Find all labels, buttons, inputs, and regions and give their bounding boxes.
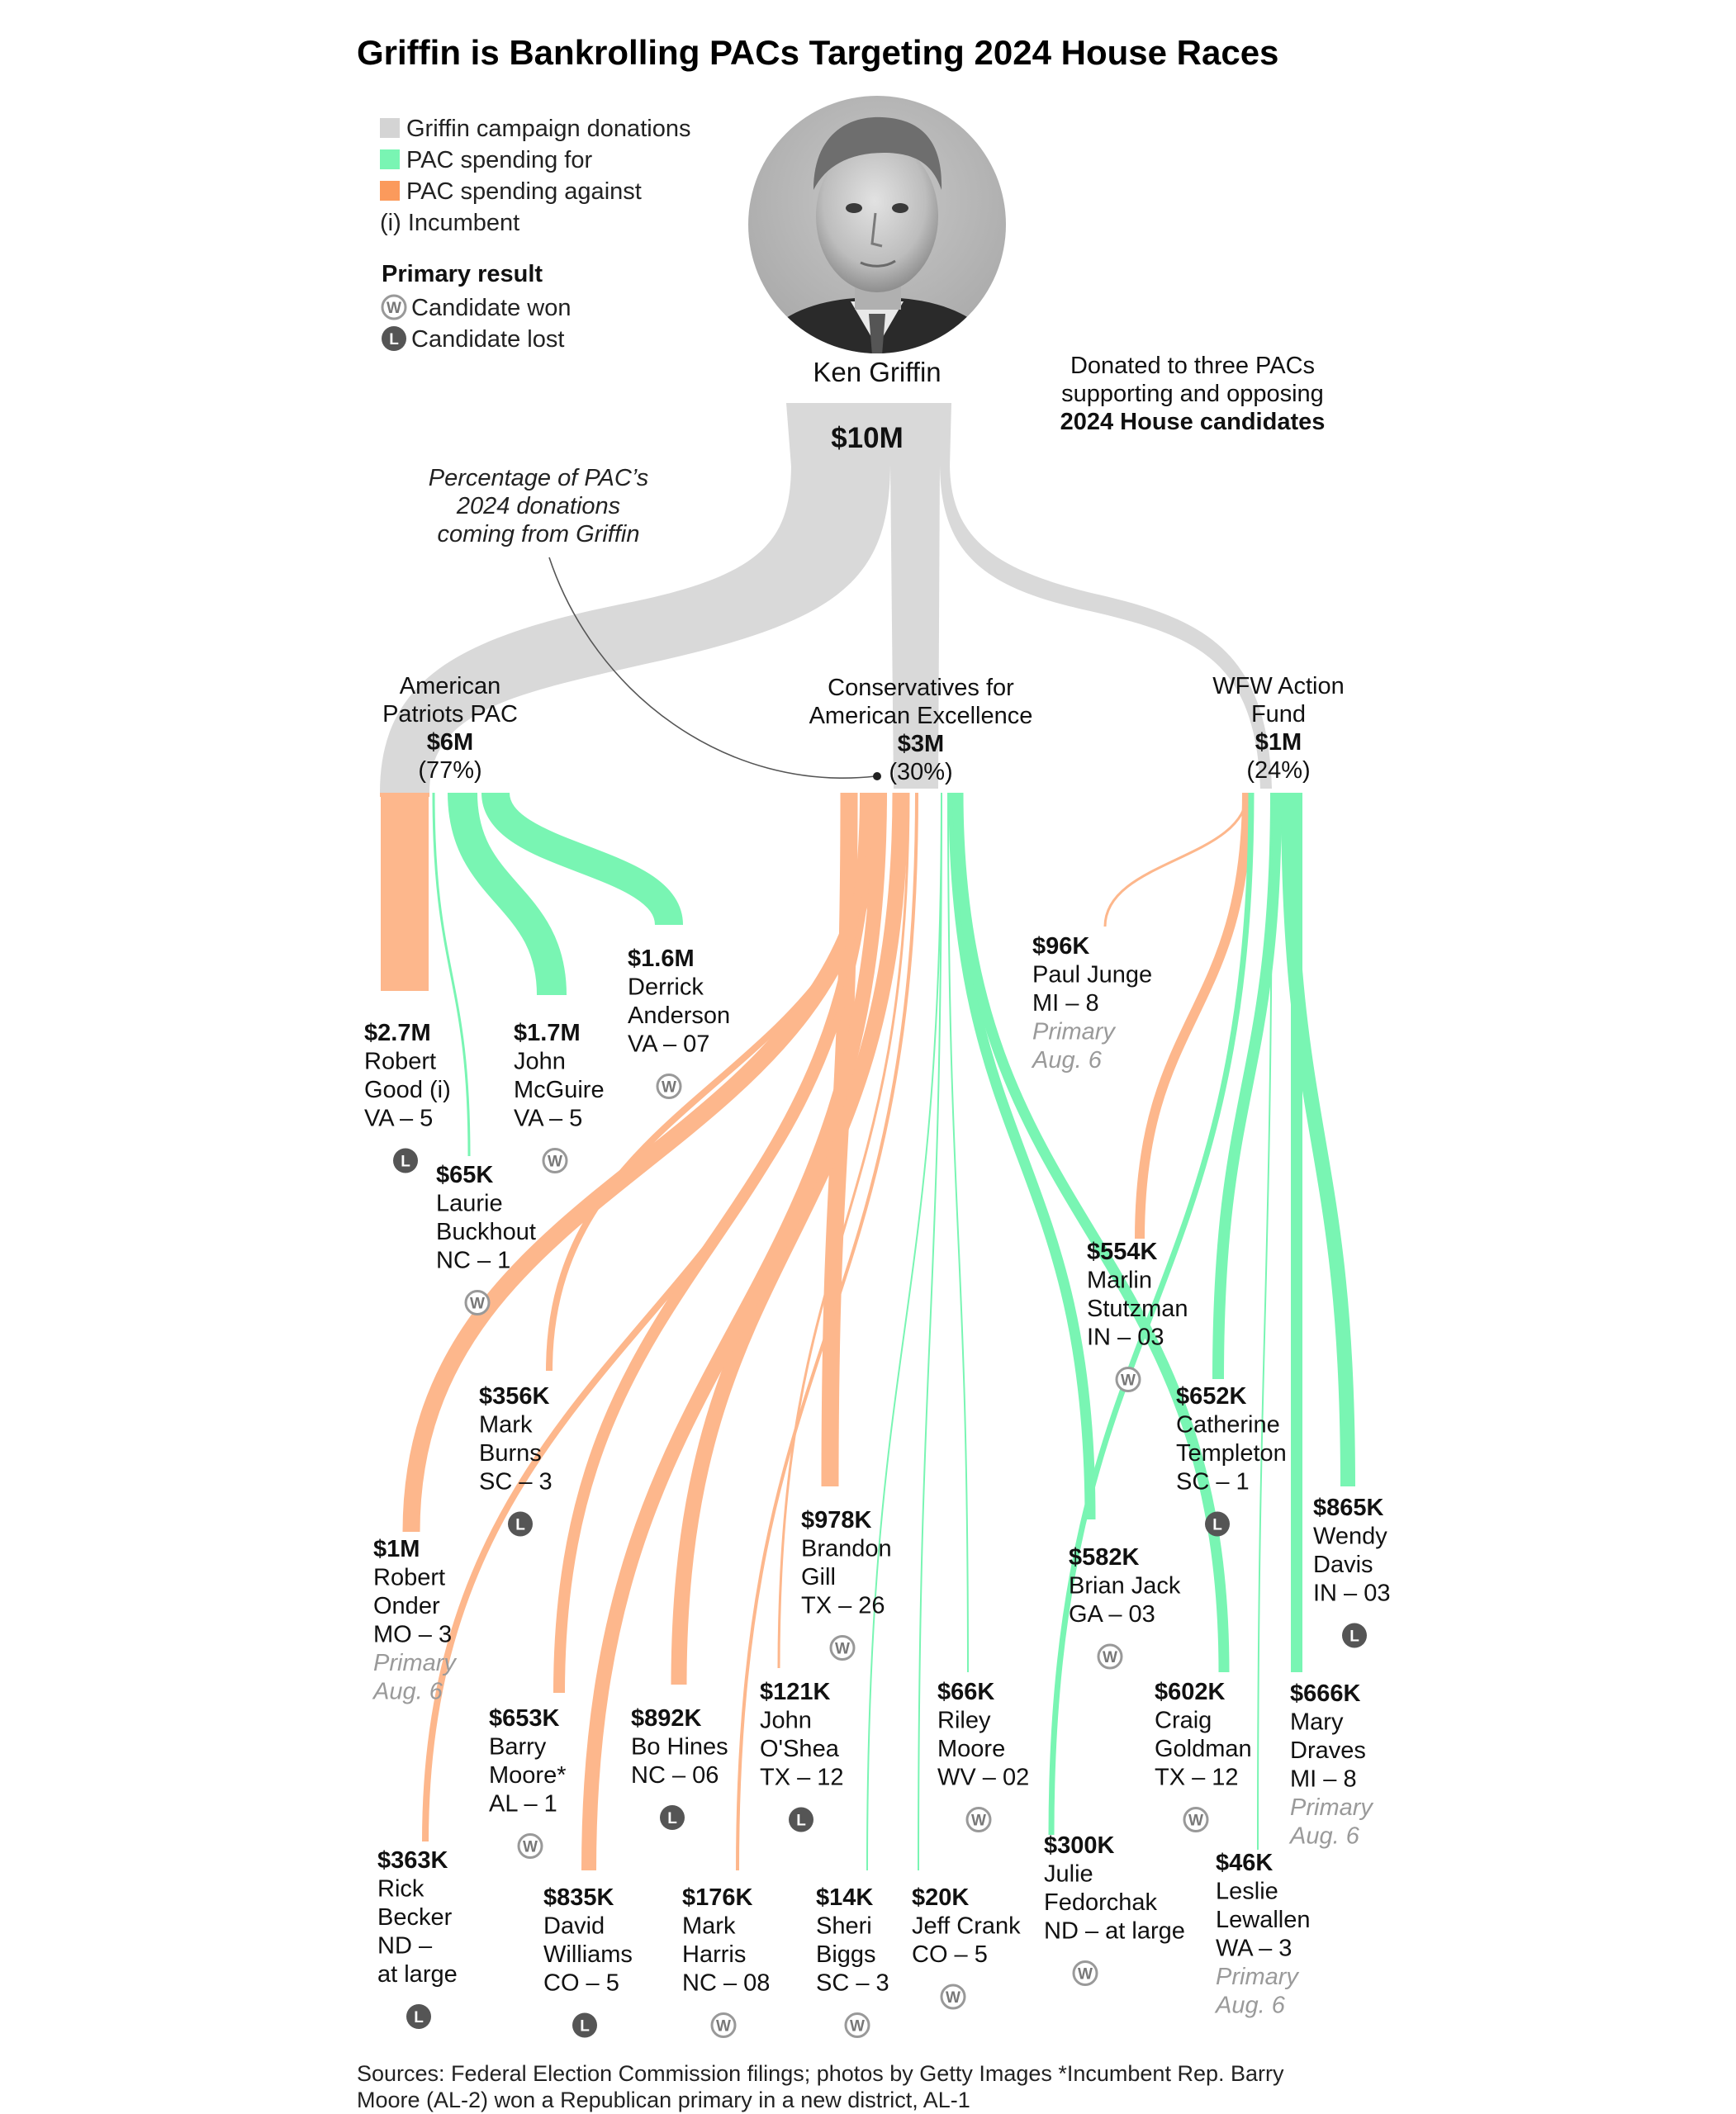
candidate-line: Mark — [479, 1411, 533, 1439]
won-badge-icon — [712, 2014, 735, 2037]
candidate-line: Brian Jack — [1069, 1572, 1181, 1600]
candidate-line: NC – 1 — [436, 1247, 511, 1274]
pac-percent: (30%) — [889, 759, 953, 785]
donor-name: Ken Griffin — [813, 357, 942, 387]
candidate-line: TX – 26 — [801, 1592, 885, 1619]
candidate-label — [682, 1884, 770, 2037]
svg-text:W: W — [523, 1838, 538, 1856]
candidate-line: Buckhout — [436, 1219, 536, 1245]
candidate-line: John — [514, 1048, 566, 1075]
pac-name-line: Patriots PAC — [382, 701, 518, 728]
candidate-labels — [364, 933, 1391, 2038]
won-badge-icon — [942, 1985, 965, 2008]
legend-label-lost: Candidate lost — [411, 326, 565, 353]
won-badge-icon — [519, 1835, 542, 1858]
candidate-line: Rick — [377, 1875, 425, 1903]
candidate-primary-note: Primary — [1216, 1964, 1298, 1990]
right-note-line-2: supporting and opposing — [1061, 381, 1324, 407]
left-note — [429, 465, 649, 547]
candidate-label — [489, 1705, 567, 1858]
candidate-label — [1155, 1679, 1252, 1832]
candidate-line: Good (i) — [364, 1077, 451, 1103]
lost-badge-icon — [1205, 1512, 1230, 1537]
candidate-line: MI – 8 — [1032, 990, 1099, 1017]
won-badge-icon — [1074, 1962, 1097, 1985]
right-note-line-3: 2024 House candidates — [1060, 409, 1326, 435]
candidate-amount: $176K — [682, 1884, 753, 1911]
candidate-amount: $1M — [373, 1536, 420, 1562]
candidate-line: Goldman — [1155, 1736, 1252, 1762]
lost-badge-icon — [660, 1805, 685, 1830]
candidate-line: Moore — [937, 1736, 1006, 1762]
candidate-amount: $652K — [1176, 1383, 1247, 1410]
legend-lost-badge-icon — [382, 326, 406, 351]
annotation-leader-dot — [873, 772, 881, 780]
pac-percent: (77%) — [418, 757, 482, 784]
won-badge-icon — [657, 1075, 681, 1098]
candidate-label — [514, 1020, 605, 1173]
candidate-label — [1214, 1850, 1310, 2019]
candidate-amount: $666K — [1290, 1680, 1361, 1707]
candidate-line: Williams — [543, 1941, 633, 1968]
candidate-line: Mary — [1290, 1709, 1344, 1736]
won-badge-icon — [846, 2014, 869, 2037]
svg-text:L: L — [796, 1812, 806, 1830]
won-badge-icon — [1184, 1808, 1207, 1832]
candidate-line: Craig — [1155, 1707, 1212, 1734]
pac-name-line: WFW Action — [1212, 673, 1345, 699]
candidate-line: MI – 8 — [1290, 1766, 1357, 1793]
candidate-amount: $653K — [489, 1705, 560, 1732]
svg-text:W: W — [850, 2017, 865, 2036]
svg-text:W: W — [835, 1640, 850, 1658]
won-badge-icon — [1117, 1368, 1140, 1391]
left-note-line-2: 2024 donations — [456, 493, 621, 519]
svg-text:W: W — [971, 1812, 986, 1830]
svg-text:L: L — [389, 331, 399, 348]
candidate-line: Brandon — [801, 1535, 892, 1562]
candidate-line: Anderson — [628, 1002, 731, 1029]
svg-text:L: L — [667, 1810, 677, 1827]
candidate-line: IN – 03 — [1313, 1580, 1391, 1607]
candidate-line: Gill — [801, 1564, 836, 1590]
candidate-line: Laurie — [436, 1190, 503, 1217]
candidate-label — [631, 1705, 728, 1830]
candidate-line: TX – 12 — [760, 1764, 844, 1791]
candidate-line: WA – 3 — [1216, 1935, 1293, 1962]
donation-flows — [380, 403, 1272, 793]
candidate-line: NC – 06 — [631, 1762, 719, 1789]
candidate-line: MO – 3 — [373, 1621, 453, 1648]
candidate-line: Jeff Crank — [912, 1913, 1021, 1940]
pac-percent: (24%) — [1246, 757, 1311, 784]
candidate-primary-note: Primary — [373, 1650, 456, 1676]
candidate-primary-note: Primary — [1032, 1018, 1115, 1045]
candidate-amount: $602K — [1155, 1679, 1226, 1705]
candidate-label — [1176, 1383, 1287, 1537]
svg-text:W: W — [716, 2017, 731, 2036]
candidate-line: Derrick — [628, 974, 704, 1001]
svg-text:W: W — [387, 300, 401, 317]
svg-text:W: W — [946, 1989, 960, 2007]
page-title: Griffin is Bankrolling PACs Targeting 2024 House Races — [357, 33, 1279, 72]
candidate-label — [543, 1884, 633, 2038]
candidate-line: IN – 03 — [1087, 1324, 1164, 1351]
candidate-line: Harris — [682, 1941, 747, 1968]
candidate-primary-note: Aug. 6 — [1290, 1822, 1359, 1850]
lost-badge-icon — [406, 2004, 431, 2029]
legend-swatch-against — [380, 181, 400, 201]
candidate-line: O'Shea — [760, 1736, 839, 1762]
candidate-label — [364, 1020, 451, 1173]
candidate-line: at large — [377, 1961, 458, 1988]
candidate-amount: $300K — [1044, 1832, 1115, 1859]
candidate-amount: $2.7M — [364, 1020, 431, 1046]
svg-text:L: L — [1349, 1628, 1359, 1646]
candidate-primary-note: Primary — [1290, 1794, 1373, 1821]
lost-badge-icon — [393, 1149, 418, 1173]
svg-text:L: L — [580, 2017, 590, 2036]
pac-label — [1212, 673, 1345, 784]
legend-swatch-donations — [380, 118, 400, 138]
candidate-amount: $96K — [1032, 933, 1090, 960]
pac-name-line: Conservatives for — [828, 675, 1014, 701]
svg-text:L: L — [1212, 1516, 1222, 1534]
candidate-line: Wendy — [1313, 1523, 1387, 1550]
candidate-amount: $892K — [631, 1705, 702, 1732]
candidate-label — [1044, 1832, 1185, 1985]
candidate-amount: $1.6M — [628, 946, 695, 972]
candidate-amount: $363K — [377, 1847, 448, 1874]
candidate-line: Barry — [489, 1733, 547, 1761]
legend-label-donations: Griffin campaign donations — [406, 116, 691, 142]
candidate-line: CO – 5 — [543, 1969, 619, 1997]
candidate-amount: $356K — [479, 1383, 550, 1410]
right-note — [1060, 353, 1326, 435]
won-badge-icon — [831, 1637, 854, 1660]
candidate-label — [816, 1884, 889, 2037]
candidate-primary-note: Aug. 6 — [373, 1678, 443, 1705]
candidate-amount: $582K — [1069, 1544, 1140, 1571]
candidate-line: TX – 12 — [1155, 1764, 1239, 1791]
lost-badge-icon — [572, 2013, 597, 2038]
candidate-line: AL – 1 — [489, 1790, 557, 1818]
pac-name-line: Fund — [1250, 701, 1307, 728]
candidate-label — [377, 1847, 458, 2029]
lost-badge-icon — [1342, 1623, 1367, 1648]
candidate-label — [912, 1884, 1021, 2008]
candidate-label — [1313, 1495, 1391, 1648]
candidate-label — [1069, 1544, 1181, 1668]
candidate-label — [1288, 1680, 1373, 1850]
candidate-amount: $1.7M — [514, 1020, 581, 1046]
legend-label-against: PAC spending against — [406, 178, 642, 205]
pac-amount: $1M — [1255, 729, 1302, 756]
candidate-line: Robert — [373, 1564, 446, 1591]
won-badge-icon — [466, 1292, 489, 1315]
won-badge-icon — [967, 1808, 990, 1832]
candidate-label — [937, 1679, 1029, 1832]
candidate-line: Robert — [364, 1048, 437, 1075]
svg-text:L: L — [515, 1516, 525, 1534]
pac-amount: $6M — [426, 729, 474, 756]
donor-total: $10M — [831, 422, 904, 454]
lost-badge-icon — [508, 1512, 533, 1537]
candidate-line: John — [760, 1707, 812, 1734]
candidate-line: NC – 08 — [682, 1969, 771, 1997]
candidate-line: VA – 07 — [628, 1031, 710, 1058]
candidate-line: Draves — [1290, 1737, 1366, 1764]
candidate-amount: $978K — [801, 1507, 872, 1533]
candidate-line: McGuire — [514, 1077, 605, 1103]
sources-line-1: Sources: Federal Election Commission filings; photos by Getty Images *Incumbent Rep. Barry — [357, 2061, 1284, 2086]
candidate-line: GA – 03 — [1069, 1601, 1155, 1628]
candidate-line: SC – 3 — [479, 1468, 553, 1495]
candidate-line: Becker — [377, 1904, 453, 1931]
candidate-line: Templeton — [1176, 1440, 1287, 1467]
svg-text:L: L — [401, 1153, 410, 1171]
pac-name-line: American Excellence — [809, 703, 1033, 729]
candidate-amount: $554K — [1087, 1239, 1158, 1265]
pac-amount: $3M — [897, 731, 945, 757]
candidate-label — [436, 1162, 536, 1315]
left-note-line-1: Percentage of PAC’s — [428, 465, 649, 491]
legend — [380, 116, 690, 353]
flow-for-10 — [954, 793, 1090, 1519]
candidate-line: Lewallen — [1216, 1907, 1311, 1933]
won-badge-icon — [543, 1149, 567, 1173]
candidate-amount: $121K — [760, 1679, 831, 1705]
lost-badge-icon — [789, 1808, 813, 1832]
candidate-line: Stutzman — [1087, 1296, 1188, 1322]
candidate-line: VA – 5 — [514, 1105, 583, 1132]
legend-label-won: Candidate won — [411, 295, 572, 321]
won-badge-icon — [1098, 1645, 1122, 1668]
candidate-amount: $65K — [436, 1162, 494, 1188]
candidate-line: Bo Hines — [631, 1733, 728, 1761]
candidate-primary-note: Aug. 6 — [1032, 1047, 1102, 1074]
candidate-line: Riley — [937, 1707, 991, 1734]
svg-text:W: W — [548, 1153, 562, 1171]
candidate-primary-note: Aug. 6 — [1216, 1992, 1285, 2019]
candidate-line: Julie — [1044, 1860, 1093, 1888]
candidate-line: Moore* — [489, 1762, 567, 1789]
candidate-amount: $835K — [543, 1884, 614, 1911]
candidate-label — [801, 1507, 892, 1660]
candidate-amount: $865K — [1313, 1495, 1384, 1521]
candidate-line: SC – 3 — [816, 1969, 889, 1997]
candidate-line: Catherine — [1176, 1411, 1280, 1439]
svg-text:L: L — [414, 2009, 424, 2026]
candidate-line: VA – 5 — [364, 1105, 434, 1132]
legend-won-badge-icon — [382, 296, 406, 319]
candidate-line: Paul Junge — [1032, 961, 1153, 988]
legend-label-incumbent: (i) Incumbent — [380, 210, 520, 236]
candidate-line: Sheri — [816, 1913, 872, 1940]
candidate-line: Onder — [373, 1593, 440, 1619]
candidate-line: Biggs — [816, 1941, 876, 1968]
candidate-line: ND – — [377, 1932, 433, 1960]
legend-label-for: PAC spending for — [406, 147, 593, 173]
svg-text:W: W — [1103, 1649, 1117, 1666]
candidate-line: SC – 1 — [1176, 1468, 1250, 1495]
candidate-line: Fedorchak — [1044, 1889, 1158, 1916]
candidate-amount: $66K — [937, 1679, 995, 1705]
sources-line-2: Moore (AL-2) won a Republican primary in a new district, AL-1 — [357, 2088, 970, 2112]
candidate-line: WV – 02 — [937, 1764, 1030, 1791]
candidate-label — [1031, 933, 1152, 1074]
candidate-label — [479, 1383, 553, 1537]
candidate-label — [628, 946, 730, 1098]
pac-name-line: American — [399, 673, 501, 699]
right-note-line-1: Donated to three PACs — [1070, 353, 1316, 379]
svg-text:W: W — [1188, 1812, 1203, 1830]
flow-against-4 — [1105, 793, 1247, 927]
svg-text:W: W — [1078, 1965, 1093, 1984]
donation-flow-wfw — [940, 462, 1272, 789]
svg-text:W: W — [470, 1295, 485, 1313]
candidate-amount: $20K — [912, 1884, 970, 1911]
candidate-label — [760, 1679, 844, 1832]
candidate-line: Marlin — [1087, 1267, 1152, 1294]
candidate-line: ND – at large — [1044, 1917, 1185, 1945]
portrait-icon — [743, 91, 1016, 363]
left-note-line-3: coming from Griffin — [437, 521, 640, 547]
candidate-amount: $46K — [1216, 1850, 1274, 1876]
legend-primary-heading: Primary result — [382, 261, 543, 287]
candidate-line: Burns — [479, 1440, 542, 1467]
legend-swatch-for — [380, 149, 400, 169]
svg-text:W: W — [662, 1078, 676, 1097]
candidate-amount: $14K — [816, 1884, 874, 1911]
candidate-line: David — [543, 1913, 605, 1940]
candidate-line: Mark — [682, 1913, 736, 1940]
candidate-line: Leslie — [1216, 1878, 1278, 1905]
svg-text:W: W — [1121, 1372, 1136, 1390]
candidate-line: Davis — [1313, 1552, 1373, 1578]
candidate-line: CO – 5 — [912, 1941, 988, 1968]
